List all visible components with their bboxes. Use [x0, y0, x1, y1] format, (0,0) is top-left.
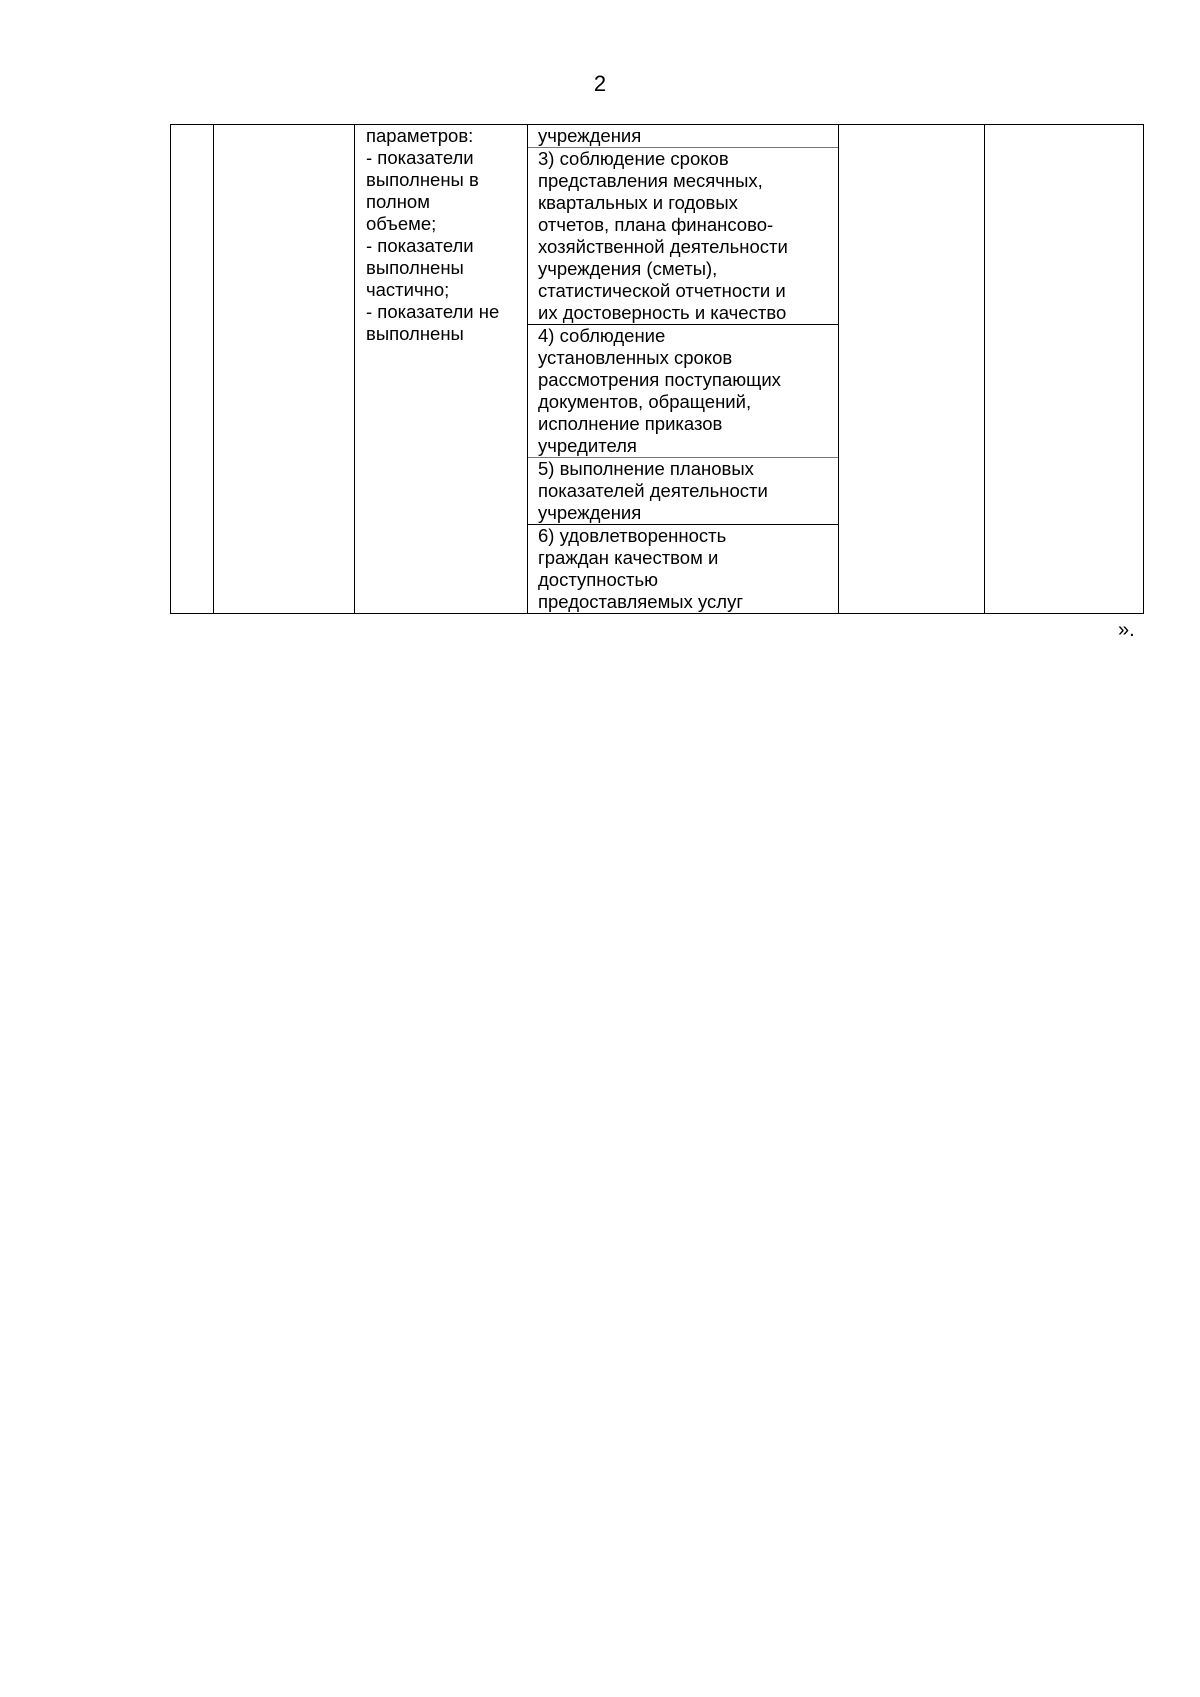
criteria-line: параметров: [366, 125, 474, 146]
indicator-line: хозяйственной деятельности [538, 236, 788, 257]
table-cell-number [171, 125, 214, 614]
table-cell-criteria [355, 125, 528, 614]
indicator-line: учреждения (сметы), [538, 258, 718, 279]
indicator-line: 4) соблюдение [538, 325, 666, 346]
indicator-line: их достоверность и качество [538, 302, 787, 323]
criteria-line: выполнены в [366, 169, 479, 190]
indicator-line: документов, обращений, [538, 391, 752, 412]
criteria-line: частично; [366, 279, 450, 300]
table-row [171, 125, 1144, 614]
indicator-line: отчетов, плана финансово- [538, 214, 774, 235]
indicator-line: учреждения [538, 502, 642, 523]
criteria-line: - показатели не [366, 301, 500, 322]
indicator-line: исполнение приказов [538, 413, 723, 434]
indicator-line: статистической отчетности и [538, 280, 786, 301]
criteria-line: объеме; [366, 213, 437, 234]
indicator-item [528, 524, 838, 613]
table-cell-indicators [528, 125, 839, 614]
criteria-line: - показатели [366, 147, 474, 168]
indicator-line: 6) удовлетворенность [538, 525, 727, 546]
indicator-line: квартальных и годовых [538, 192, 738, 213]
indicator-line: граждан качеством и [538, 547, 719, 568]
indicator-line: показателей деятельности [538, 480, 768, 501]
indicator-item [528, 125, 838, 147]
indicator-line: доступностью [538, 569, 659, 590]
criteria-table [170, 124, 1144, 614]
criteria-line: выполнены [366, 257, 464, 278]
page-number: 2 [593, 71, 607, 96]
indicator-line: предоставляемых услуг [538, 591, 744, 612]
indicator-line: установленных сроков [538, 347, 733, 368]
indicator-line: представления месячных, [538, 170, 763, 191]
indicator-line: учреждения [538, 125, 642, 146]
indicator-line: 5) выполнение плановых [538, 458, 754, 479]
indicator-line: учредителя [538, 435, 637, 456]
criteria-line: выполнены [366, 323, 464, 344]
table-cell-empty [985, 125, 1144, 614]
criteria-line: - показатели [366, 235, 474, 256]
criteria-line: полном [366, 191, 430, 212]
closing-quote-mark: ». [1118, 619, 1135, 641]
indicator-item [528, 324, 838, 457]
indicator-line: 3) соблюдение сроков [538, 148, 729, 169]
indicator-item [528, 457, 838, 524]
indicator-line: рассмотрения поступающих [538, 369, 781, 390]
indicator-item [528, 147, 838, 324]
table-cell-name [214, 125, 355, 614]
table-cell-empty [839, 125, 985, 614]
